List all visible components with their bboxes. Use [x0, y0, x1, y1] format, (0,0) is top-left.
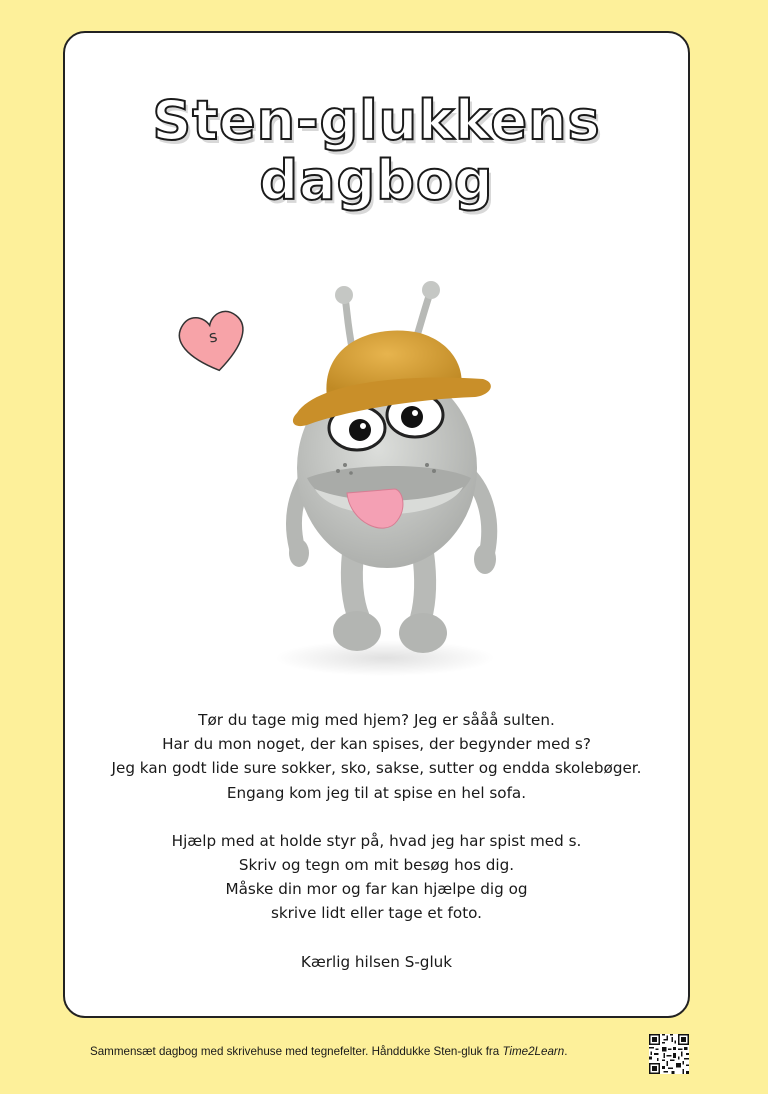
sten-gluk-puppet-image	[235, 253, 535, 683]
story-line: Skriv og tegn om mit besøg hos dig.	[238, 856, 515, 875]
story-paragraph-2	[65, 829, 688, 926]
page-card	[63, 31, 690, 1018]
story-line: Har du mon noget, der kan spises, der begynder med s?	[162, 735, 591, 754]
story-line: Måske din mor og far kan hjælpe dig og	[225, 880, 528, 899]
story-signature	[65, 950, 688, 974]
footer-caption	[90, 1045, 567, 1058]
story-line: Engang kom jeg til at spise en hel sofa.	[226, 783, 527, 802]
story-line: Jeg kan godt lide sure sokker, sko, sakse, sutter og endda skolebøger.	[111, 759, 642, 778]
footer-brand: Time2Learn	[502, 1045, 565, 1058]
story-line: skrive lidt eller tage et foto.	[270, 904, 483, 923]
title-line-1: Sten-glukkens	[152, 89, 601, 152]
footer-text: Sammensæt dagbog med skrivehuse med tegnefelter. Hånddukke Sten-gluk fra	[90, 1045, 503, 1058]
signature-line: Kærlig hilsen S-gluk	[300, 952, 453, 971]
story-paragraph-1	[65, 708, 688, 805]
heart-letter: s	[207, 326, 219, 347]
title-line-2: dagbog	[259, 149, 494, 212]
page-title	[65, 91, 688, 211]
qr-code-icon[interactable]	[649, 1034, 689, 1074]
story-text	[65, 708, 688, 998]
story-line: Hjælp med at holde styr på, hvad jeg har spist med s.	[171, 831, 582, 850]
story-line: Tør du tage mig med hjem? Jeg er sååå sulten.	[198, 711, 555, 729]
footer-end: .	[564, 1045, 568, 1058]
